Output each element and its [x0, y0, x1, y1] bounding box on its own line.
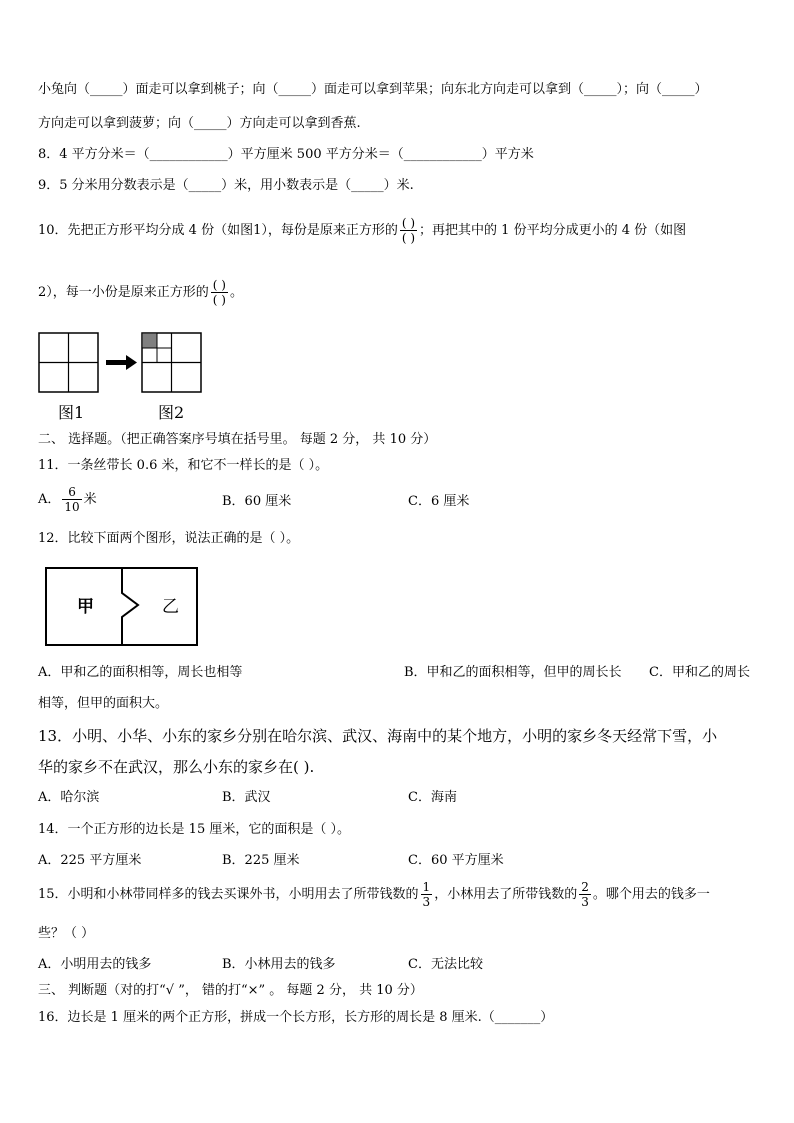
- q14-option-a: A．225 平方厘米: [38, 853, 142, 868]
- figure1-square: [39, 333, 98, 392]
- q12-label-yi: 乙: [162, 597, 179, 617]
- q10-fraction-1: $\frac{( )}{( )}$: [401, 216, 416, 245]
- q15-line2: 些？（ ）: [38, 926, 95, 941]
- q10-line1: [38, 216, 686, 245]
- q11-option-b: B．60 厘米: [222, 494, 292, 509]
- q15-fraction-1: $\frac{1}{3}$: [422, 880, 431, 909]
- arrow-right-icon: [106, 355, 137, 370]
- q15-option-b: B．小林用去的钱多: [222, 957, 336, 972]
- q11-option-c: C．6 厘米: [408, 494, 470, 509]
- q13-line2: 华的家乡不在武汉，那么小东的家乡在( ).: [38, 758, 315, 776]
- q15-option-a: A．小明用去的钱多: [38, 957, 152, 972]
- q10-part3: 2），每一小份是原来正方形的: [38, 285, 209, 300]
- q12-stem: 12．比较下面两个图形，说法正确的是（ ）。: [38, 531, 300, 546]
- q15-line1: 15．小明和小林带同样多的钱去买课外书，小明用去了所带钱数的 $\frac{1}{3}$ ，小林用去了所带钱数的 $\frac{2}{3}$ 。哪个用去的钱多一: [38, 880, 710, 909]
- q10-part1: 10．先把正方形平均分成 4 份（如图1），每份是原来正方形的: [38, 223, 398, 238]
- q8-text: 8．4 平方分米＝（____________）平方厘米 500 平方分米＝（____________）平方米: [38, 147, 534, 162]
- figure2-square: [142, 333, 201, 392]
- q12-label-jia: 甲: [77, 597, 94, 617]
- q12-option-a: A．甲和乙的面积相等，周长也相等: [38, 665, 243, 680]
- q9-text: 9．5 分米用分数表示是（_____）米，用小数表示是（_____）米.: [38, 178, 414, 193]
- section2-heading: 二、 选择题。（把正确答案序号填在括号里。 每题 2 分， 共 10 分）: [38, 432, 437, 447]
- q14-stem: 14．一个正方形的边长是 15 厘米，它的面积是（ ）。: [38, 822, 350, 837]
- q7-line2: 方向走可以拿到菠萝；向（_____）方向走可以拿到香蕉.: [38, 116, 361, 131]
- q14-option-c: C．60 平方厘米: [408, 853, 504, 868]
- q13-line1: 13．小明、小华、小东的家乡分别在哈尔滨、武汉、海南中的某个地方，小明的家乡冬天经常下雪，小: [38, 727, 718, 745]
- q10-line2: [38, 278, 243, 307]
- q12-option-c-cont: 相等，但甲的面积大。: [38, 696, 169, 711]
- q12-option-b: B．甲和乙的面积相等，但甲的周长长: [404, 665, 622, 680]
- q10-part2: ；再把其中的 1 份平均分成更小的 4 份（如图: [419, 223, 687, 238]
- q15-fraction-2: $\frac{2}{3}$: [581, 880, 589, 909]
- q13-option-b: B．武汉: [222, 790, 271, 805]
- q10-fraction-2: $\frac{( )}{( )}$: [212, 278, 226, 307]
- q12-figure: [44, 566, 200, 648]
- figure2-caption: 图2: [158, 403, 185, 422]
- q13-option-a: A．哈尔滨: [38, 790, 100, 805]
- figure1-caption: 图1: [58, 403, 85, 422]
- q11-option-a: A． $\frac{6}{10}$ 米: [38, 485, 97, 514]
- q15-option-c: C．无法比较: [408, 957, 483, 972]
- q7-line1: 小兔向（_____）面走可以拿到桃子；向（_____）面走可以拿到苹果；向东北方向走可以拿到（_____）；向（_____）: [38, 82, 708, 97]
- q10-part4: 。: [229, 285, 243, 300]
- q16-text: 16．边长是 1 厘米的两个正方形，拼成一个长方形，长方形的周长是 8 厘米.（_______）: [38, 1010, 554, 1025]
- q12-option-c: C．甲和乙的周长: [649, 665, 750, 680]
- section3-heading: 三、 判断题（对的打“√ ”， 错的打“×” 。 每题 2 分， 共 10 分）: [38, 983, 423, 998]
- q11-stem: 11．一条丝带长 0.6 米，和它不一样长的是（ ）。: [38, 458, 329, 473]
- q14-option-b: B．225 厘米: [222, 853, 300, 868]
- q10-figures: [38, 332, 210, 394]
- q13-option-c: C．海南: [408, 790, 457, 805]
